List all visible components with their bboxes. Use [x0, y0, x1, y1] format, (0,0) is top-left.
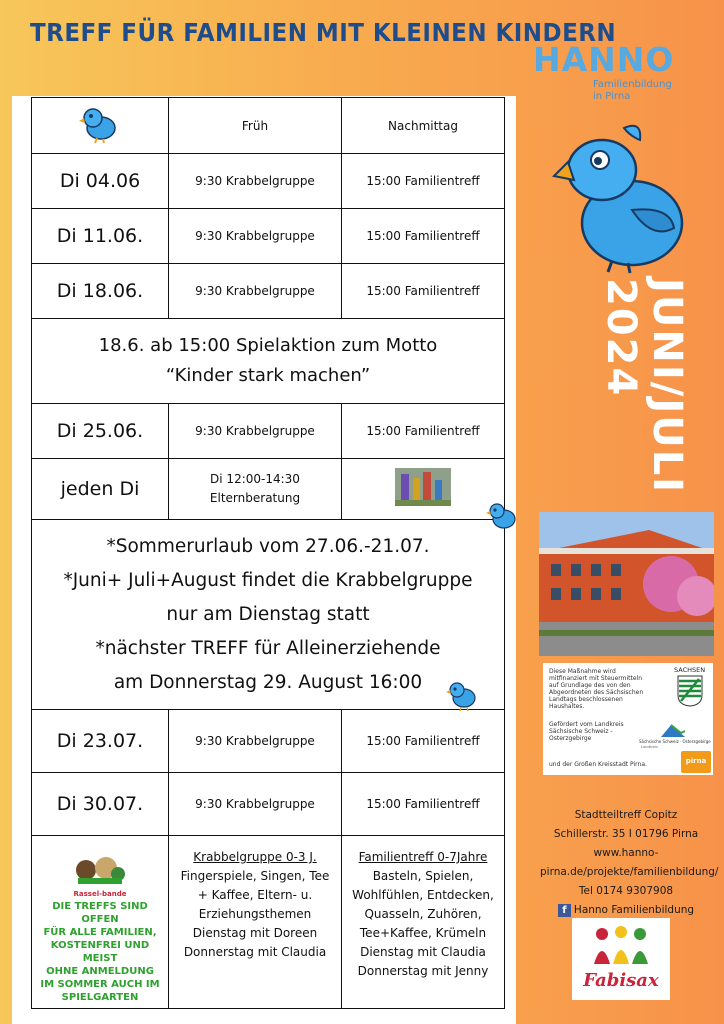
row-afternoon: 15:00 Familientreff	[342, 710, 505, 773]
row-date: Di 04.06	[32, 154, 169, 209]
row-afternoon: 15:00 Familientreff	[342, 209, 505, 264]
row-date: Di 23.07.	[32, 710, 169, 773]
building-photo-icon	[539, 512, 714, 656]
period-year: 2024	[598, 278, 644, 398]
familien-line: Basteln, Spielen,	[372, 869, 474, 883]
familien-line: Tee+Kaffee, Krümeln	[359, 926, 487, 940]
footer-krabbel-cell	[169, 836, 342, 1009]
contact-block	[540, 806, 719, 920]
table-row	[32, 773, 505, 836]
rasselbande-logo-icon	[70, 842, 130, 886]
hanno-logo-name: HANNO	[533, 40, 675, 79]
note-line: *Sommerurlaub vom 27.06.-21.07.	[106, 535, 430, 557]
footer-info-line: IM SOMMER AUCH IM	[40, 979, 160, 990]
footer-info-line: DIE TREFFS SIND OFFEN	[52, 901, 148, 925]
header-frueh: Früh	[169, 98, 342, 154]
footer-info-line: KOSTENFREI UND MEIST	[50, 940, 150, 964]
footer-info-line: FÜR ALLE FAMILIEN,	[43, 927, 157, 938]
landkreis-logo-icon	[661, 723, 685, 737]
playground-photo-icon	[395, 468, 451, 506]
landkreis-label: Sächsische Schweiz · Osterzgebirge	[639, 739, 711, 744]
footer-familien-cell	[342, 836, 505, 1009]
period-vertical	[598, 278, 690, 495]
funding-text-1: Diese Maßnahme wird mitfinanziert mit Steuermitteln auf Grundlage des von den Abgeordneten des Sächsischen Landtags beschlossenen Haushaltes.	[549, 668, 644, 710]
event-line-2: “Kinder stark machen”	[165, 365, 371, 386]
row-afternoon: 15:00 Familientreff	[342, 404, 505, 459]
event-cell	[32, 319, 505, 404]
familien-title: Familientreff 0-7Jahre	[358, 850, 488, 864]
krabbel-line: Fingerspiele, Singen, Tee	[180, 869, 330, 883]
period-months: JUNI/JULI	[644, 278, 690, 495]
header-nachmittag: Nachmittag	[342, 98, 505, 154]
weekly-photo-cell	[342, 459, 505, 520]
row-date: Di 25.06.	[32, 404, 169, 459]
table-row	[32, 154, 505, 209]
pirna-logo	[681, 751, 711, 773]
row-morning: 9:30 Krabbelgruppe	[169, 264, 342, 319]
row-morning: 9:30 Krabbelgruppe	[169, 404, 342, 459]
sachsen-label: SACHSEN	[674, 666, 706, 674]
weekly-label: jeden Di	[32, 459, 169, 520]
row-morning: 9:30 Krabbelgruppe	[169, 154, 342, 209]
row-morning: 9:30 Krabbelgruppe	[169, 710, 342, 773]
facebook-label: Hanno Familienbildung	[573, 904, 695, 916]
note-line: *Juni+ Juli+August findet die Krabbelgruppe	[63, 569, 473, 591]
note-line: am Donnerstag 29. August 16:00	[113, 671, 423, 693]
event-line-1: 18.6. ab 15:00 Spielaktion zum Motto	[98, 335, 438, 356]
schedule-table	[31, 97, 505, 1009]
table-row	[32, 209, 505, 264]
krabbel-line: + Kaffee, Eltern- u.	[197, 888, 313, 902]
funding-box	[543, 663, 713, 775]
weekly-title: Elternberatung	[209, 491, 301, 505]
hanno-logo-sub1: Familienbildung	[593, 79, 672, 90]
event-row	[32, 319, 505, 404]
header-bird-cell	[32, 98, 169, 154]
weekly-row	[32, 459, 505, 520]
hanno-logo-sub2: in Pirna	[593, 91, 631, 102]
weekly-info	[169, 459, 342, 520]
krabbel-line: Dienstag mit Doreen	[192, 926, 318, 940]
funding-text-3: und der Großen Kreisstadt Pirna.	[549, 761, 647, 768]
row-date: Di 30.07.	[32, 773, 169, 836]
row-afternoon: 15:00 Familientreff	[342, 773, 505, 836]
small-bird-icon	[486, 500, 520, 532]
note-line: *nächster TREFF für Alleinerziehende	[95, 637, 441, 659]
table-row	[32, 710, 505, 773]
footer-info-line: OHNE ANMELDUNG	[46, 966, 154, 977]
table-header-row	[32, 98, 505, 154]
footer-info-cell	[32, 836, 169, 1009]
contact-address: Schillerstr. 35 I 01796 Pirna	[553, 828, 699, 840]
pirna-logo-text: pirna	[685, 757, 707, 765]
fabisax-figures-icon	[590, 924, 652, 968]
small-bird-icon	[79, 104, 121, 144]
weekly-time: Di 12:00-14:30	[210, 472, 300, 486]
sachsen-crest-icon	[677, 675, 703, 707]
notes-cell	[32, 520, 505, 710]
row-morning: 9:30 Krabbelgruppe	[169, 773, 342, 836]
landkreis-sub: Landkreis	[641, 745, 658, 749]
table-row	[32, 404, 505, 459]
familien-line: Donnerstag mit Jenny	[357, 964, 489, 978]
row-afternoon: 15:00 Familientreff	[342, 154, 505, 209]
krabbel-title: Krabbelgruppe 0-3 J.	[193, 850, 317, 864]
table-row	[32, 264, 505, 319]
row-afternoon: 15:00 Familientreff	[342, 264, 505, 319]
footer-info-line: SPIELGARTEN	[61, 992, 139, 1003]
footer-row	[32, 836, 505, 1009]
contact-phone: Tel 0174 9307908	[578, 885, 674, 897]
fabisax-label: Fabisax	[583, 970, 659, 991]
familien-line: Quasseln, Zuhören,	[364, 907, 482, 921]
contact-web-line-2: pirna.de/projekte/familienbildung/	[540, 866, 719, 878]
facebook-icon: f	[558, 904, 571, 917]
hanno-logo	[533, 40, 703, 103]
notes-row	[32, 520, 505, 710]
funding-text-2: Gefördert vom Landkreis Sächsische Schweiz - Osterzgebirge	[549, 721, 624, 742]
rasselbande-text: Rassel-bande	[73, 890, 127, 898]
note-line: nur am Dienstag statt	[166, 603, 370, 625]
small-bird-icon	[446, 678, 480, 712]
contact-web-line-1: www.hanno-	[593, 847, 659, 859]
row-date: Di 11.06.	[32, 209, 169, 264]
krabbel-line: Erziehungsthemen	[198, 907, 312, 921]
familien-line: Wohlfühlen, Entdecken,	[352, 888, 494, 902]
page-title: TREFF FÜR FAMILIEN MIT KLEINEN KINDERN	[30, 18, 617, 47]
building-photo	[539, 512, 714, 656]
bird-mascot-icon	[552, 118, 692, 276]
fabisax-logo	[572, 918, 670, 1000]
row-morning: 9:30 Krabbelgruppe	[169, 209, 342, 264]
contact-name: Stadtteiltreff Copitz	[574, 809, 678, 821]
familien-line: Dienstag mit Claudia	[360, 945, 486, 959]
row-date: Di 18.06.	[32, 264, 169, 319]
krabbel-line: Donnerstag mit Claudia	[183, 945, 327, 959]
